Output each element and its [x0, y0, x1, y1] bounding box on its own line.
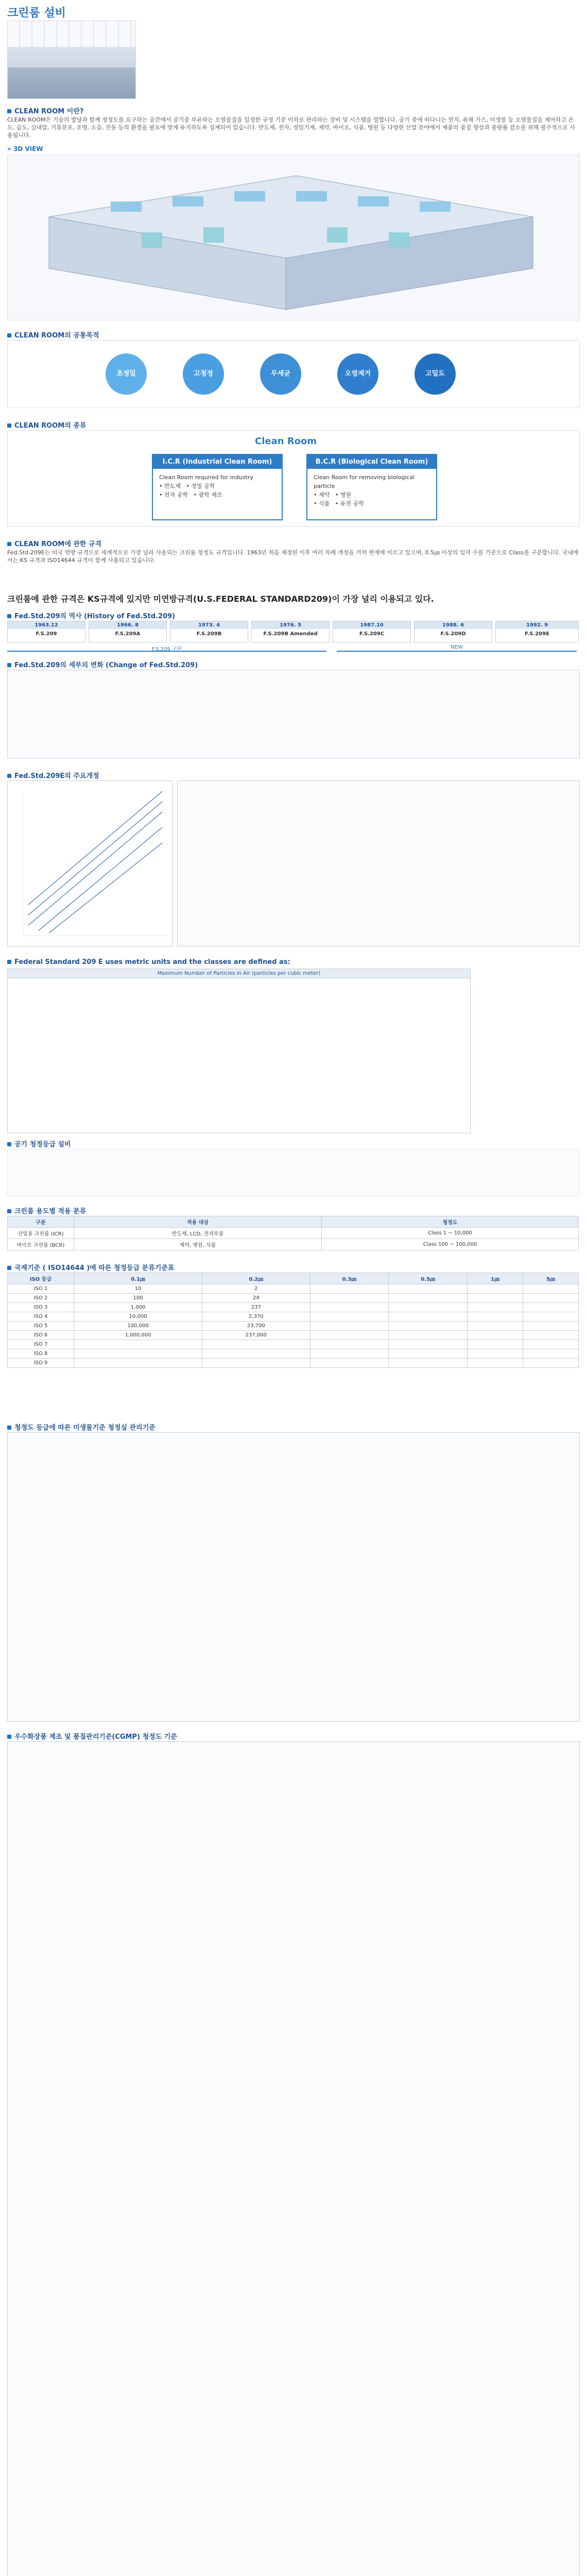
std-caption: 크린룸에 관한 규격은 KS규격에 있지만 미연방규격(U.S.FEDERAL STANDARD209)이 가장 널리 이용되고 있다. [7, 594, 434, 604]
section-haccp-grade: 청정도 등급에 따른 미생물기준 청정실 관리기준 [7, 1422, 156, 1432]
history-cell: 1988. 6 F.S.209D [414, 621, 492, 642]
history-cell: 1966. 8 F.S.209A [89, 621, 167, 642]
table-row: ISO 9 [8, 1359, 579, 1368]
kgmp-table [7, 1741, 580, 2576]
history-timeline [7, 621, 579, 652]
types-band [7, 430, 580, 527]
section-public: 공기 청정등급 설비 [7, 1139, 71, 1148]
metric-table-wrap [7, 969, 471, 1133]
table-row: ISO 6 1,000,000 237,000 [8, 1331, 579, 1340]
metric-header: Maximum Number of Particles in Air (particles per cubic meter) [7, 969, 471, 978]
bullet-icon [7, 333, 11, 337]
bullet-icon [7, 774, 11, 778]
bullet-icon [7, 614, 11, 618]
purpose-band [7, 340, 580, 408]
class-limit-chart [7, 781, 173, 946]
section-fed-change: Fed.Std.209의 세부의 변화 (Change of Fed.Std.209) [7, 659, 198, 669]
cleanroom-label: Clean Room [255, 436, 317, 447]
photo-floor [8, 67, 135, 98]
cleanroom-photo [7, 21, 136, 99]
history-cell: 1987.10 F.S.209C [333, 621, 411, 642]
cleanroom-3d-drawing [8, 155, 579, 320]
bcr-lead: Clean Room for removing biological particle [314, 474, 415, 489]
bcr-title: B.C.R (Biological Clean Room) [307, 455, 436, 469]
fed-main-table [177, 781, 580, 946]
section-what: CLEAN ROOM 이란? [7, 106, 83, 115]
table-row: ISO 1 10 2 [8, 1284, 579, 1294]
section-grade: 크린룸 용도별 적용 분류 [7, 1206, 86, 1215]
bullet-icon [7, 960, 11, 964]
bullet-icon [7, 1426, 11, 1430]
section-fed-main: Fed.Std.209E의 주요개정 [7, 770, 99, 780]
purpose-circle: 무세균 [260, 353, 301, 395]
standard-text: Fed.Std.209E는 미국 연방 규격으로 세계적으로 가장 널리 사용되는 크린룸 청정도 규격입니다. 1963년 처음 제정된 이후 여러 차례 개정을 거쳐 현재에 이르고 있으며, 0.5㎛ 이상의 입자 수를 기준으로 Class를 구분합니다. 국내에서는 KS 규격과 ISO14644 규격이 함께 사용되고 있습니다. [7, 549, 579, 564]
table-row: ISO 4 10,000 2,370 [8, 1312, 579, 1321]
metric-table [7, 978, 471, 1133]
bullet-icon [7, 542, 11, 546]
icr-title: I.C.R (Industrial Clean Room) [153, 455, 282, 469]
table-row: ISO 2 100 24 [8, 1294, 579, 1303]
history-cell: 1976. 5 F.S.209B Amended [251, 621, 330, 642]
cleanroom-3d-diagram [7, 155, 580, 320]
photo-ceiling [8, 21, 135, 47]
history-cell: 1973. 4 F.S.209B [170, 621, 248, 642]
public-text-block [7, 1149, 580, 1196]
table-row: ISO 8 [8, 1349, 579, 1359]
section-purpose: CLEAN ROOM의 공통목적 [7, 330, 99, 340]
table-row: ISO 5 100,000 23,700 [8, 1321, 579, 1331]
bullet-icon [7, 1142, 11, 1146]
section-types: CLEAN ROOM의 종류 [7, 420, 86, 430]
bullet-icon [7, 1266, 11, 1270]
table-row: 바이오 크린룸 (BCR) 제약, 병원, 식품 Class 100 ~ 100,000 [8, 1239, 579, 1250]
purpose-circle: 고밀도 [415, 353, 456, 395]
table-row: ISO 3 1,000 237 [8, 1303, 579, 1312]
bullet-icon [7, 1735, 11, 1739]
bullet-icon [7, 423, 11, 428]
bullet-icon [7, 1209, 11, 1213]
iso-table [7, 1273, 579, 1368]
table-row: 산업용 크린룸 (ICR) 반도체, LCD, 전자부품 Class 1 ~ 10,000 [8, 1228, 579, 1239]
purpose-circle: 초정밀 [106, 353, 147, 395]
section-iso: 국제기준 ( ISO14644 )에 따른 청정등급 분류기준표 [7, 1262, 174, 1272]
page-title: 크린룸 설비 [7, 7, 66, 20]
history-cell: 1963.12 F.S.209 [7, 621, 85, 642]
icr-lead: Clean Room required for industry [159, 474, 253, 481]
3d-view-link[interactable]: » 3D VIEW [7, 145, 43, 152]
history-old-mark: F.S.209 구판 [7, 645, 326, 652]
grade-table [7, 1216, 579, 1250]
fed-change-table [7, 670, 580, 758]
class-limit-lines [8, 781, 172, 946]
purpose-circle: 고청정 [183, 353, 224, 395]
section-metric: Federal Standard 209 E uses metric units and the classes are defined as: [7, 958, 290, 966]
history-new-mark: NEW [337, 645, 577, 652]
history-cell: 1992. 9 F.S.209E [495, 621, 579, 642]
bullet-icon [7, 109, 11, 113]
table-row: ISO 7 [8, 1340, 579, 1349]
icr-box: I.C.R (Industrial Clean Room) Clean Room required for industry • 반도체 • 정밀 공학 • 전자 공학 • 광학 제조 [152, 454, 283, 520]
intro-text: CLEAN ROOM은 기술의 발달과 함께 청정도를 요구하는 공간에서 공기중 부유하는 오염물질을 일정한 규정 기준 이하로 관리하는 장비 및 시스템을 말합니다. 공기 중에 떠다니는 먼지, 유해 가스, 미생물 등 오염물질을 제어하고 온도, 습도, 실내압, 기류분포, 조명, 소음, 진동 등의 환경을 필요에 맞게 유지하도록 설계되어 있습니다. 반도체, 전자, 정밀기계, 제약, 바이오, 식품, 병원 등 다양한 산업 분야에서 제품의 품질 향상과 불량률 감소를 위해 필수적으로 사용됩니다. [7, 116, 576, 139]
section-kgmp: 우수화장품 제조 및 품질관리기준(CGMP) 청정도 기준 [7, 1731, 177, 1741]
section-standard: CLEAN ROOM에 관한 규격 [7, 538, 101, 548]
purpose-circle: 오염제거 [337, 353, 378, 395]
bullet-icon [7, 663, 11, 667]
bcr-box: B.C.R (Biological Clean Room) Clean Room for removing biological particle • 제약 • 병원 • 식품 • 유전 공학 [306, 454, 437, 520]
section-fed-history: Fed.Std.209의 역사 (History of Fed.Std.209) [7, 611, 175, 620]
table-row: ISO 등급 0.1㎛ 0.2㎛ 0.3㎛ 0.5㎛ 1㎛ 5㎛ [8, 1273, 579, 1284]
haccp-grade-table [7, 1432, 580, 1722]
table-row: 구분 적용 대상 청정도 [8, 1216, 579, 1228]
